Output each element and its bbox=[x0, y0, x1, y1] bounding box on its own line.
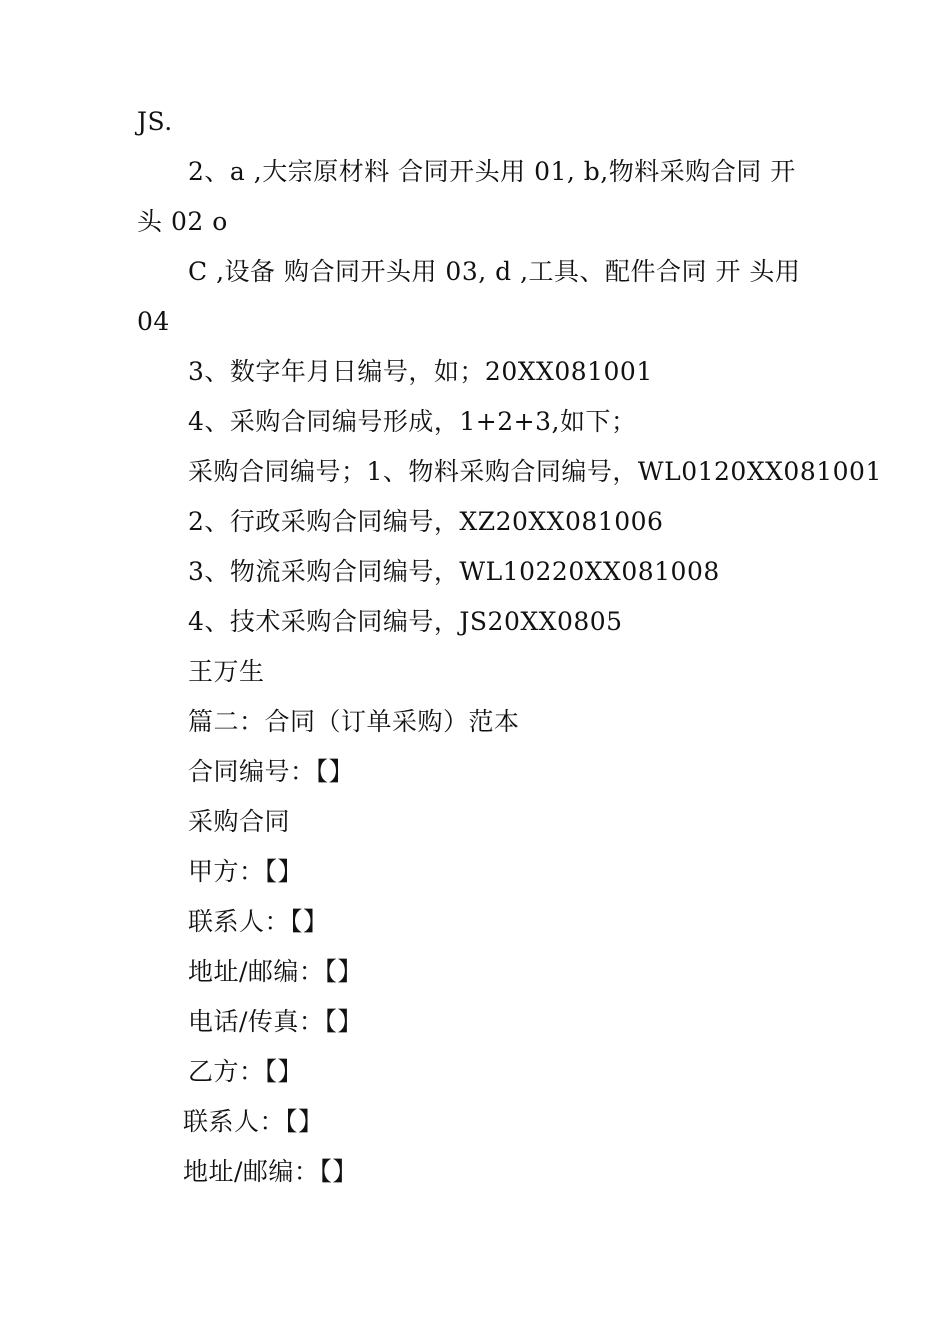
text-line: 乙方：【】 bbox=[188, 1057, 304, 1086]
text-line: C ,设备 购合同开头用 03, d ,工具、配件合同 开 头用 bbox=[188, 257, 801, 286]
text-line: 3、物流采购合同编号，WL10220XX081008 bbox=[188, 557, 720, 586]
text-line: 头 02 o bbox=[137, 207, 228, 236]
text-line: 3、数字年月日编号，如；20XX081001 bbox=[188, 357, 653, 386]
text-line: 联系人：【】 bbox=[183, 1107, 324, 1136]
text-line: 04 bbox=[137, 307, 170, 336]
text-line: 4、技术采购合同编号，JS20XX0805 bbox=[188, 607, 623, 636]
text-line: 地址/邮编：【】 bbox=[188, 957, 363, 986]
text-line: 2、a ,大宗原材料 合同开头用 01, b,物料采购合同 开 bbox=[188, 157, 796, 186]
text-line: 4、采购合同编号形成，1+2+3,如下； bbox=[188, 407, 637, 436]
text-line: JS. bbox=[137, 107, 173, 136]
text-line: 篇二：合同（订单采购）范本 bbox=[188, 707, 520, 736]
text-line: 联系人：【】 bbox=[188, 907, 329, 936]
text-line: 合同编号：【】 bbox=[188, 757, 355, 786]
text-line: 2、行政采购合同编号，XZ20XX081006 bbox=[188, 507, 664, 536]
text-line: 地址/邮编：【】 bbox=[183, 1157, 358, 1186]
text-line: 王万生 bbox=[188, 657, 265, 686]
text-line: 采购合同编号；1、物料采购合同编号，WL0120XX081001 bbox=[188, 457, 882, 486]
text-line: 甲方：【】 bbox=[188, 857, 304, 886]
text-line: 电话/传真：【】 bbox=[188, 1007, 363, 1036]
text-line: 采购合同 bbox=[188, 807, 291, 836]
